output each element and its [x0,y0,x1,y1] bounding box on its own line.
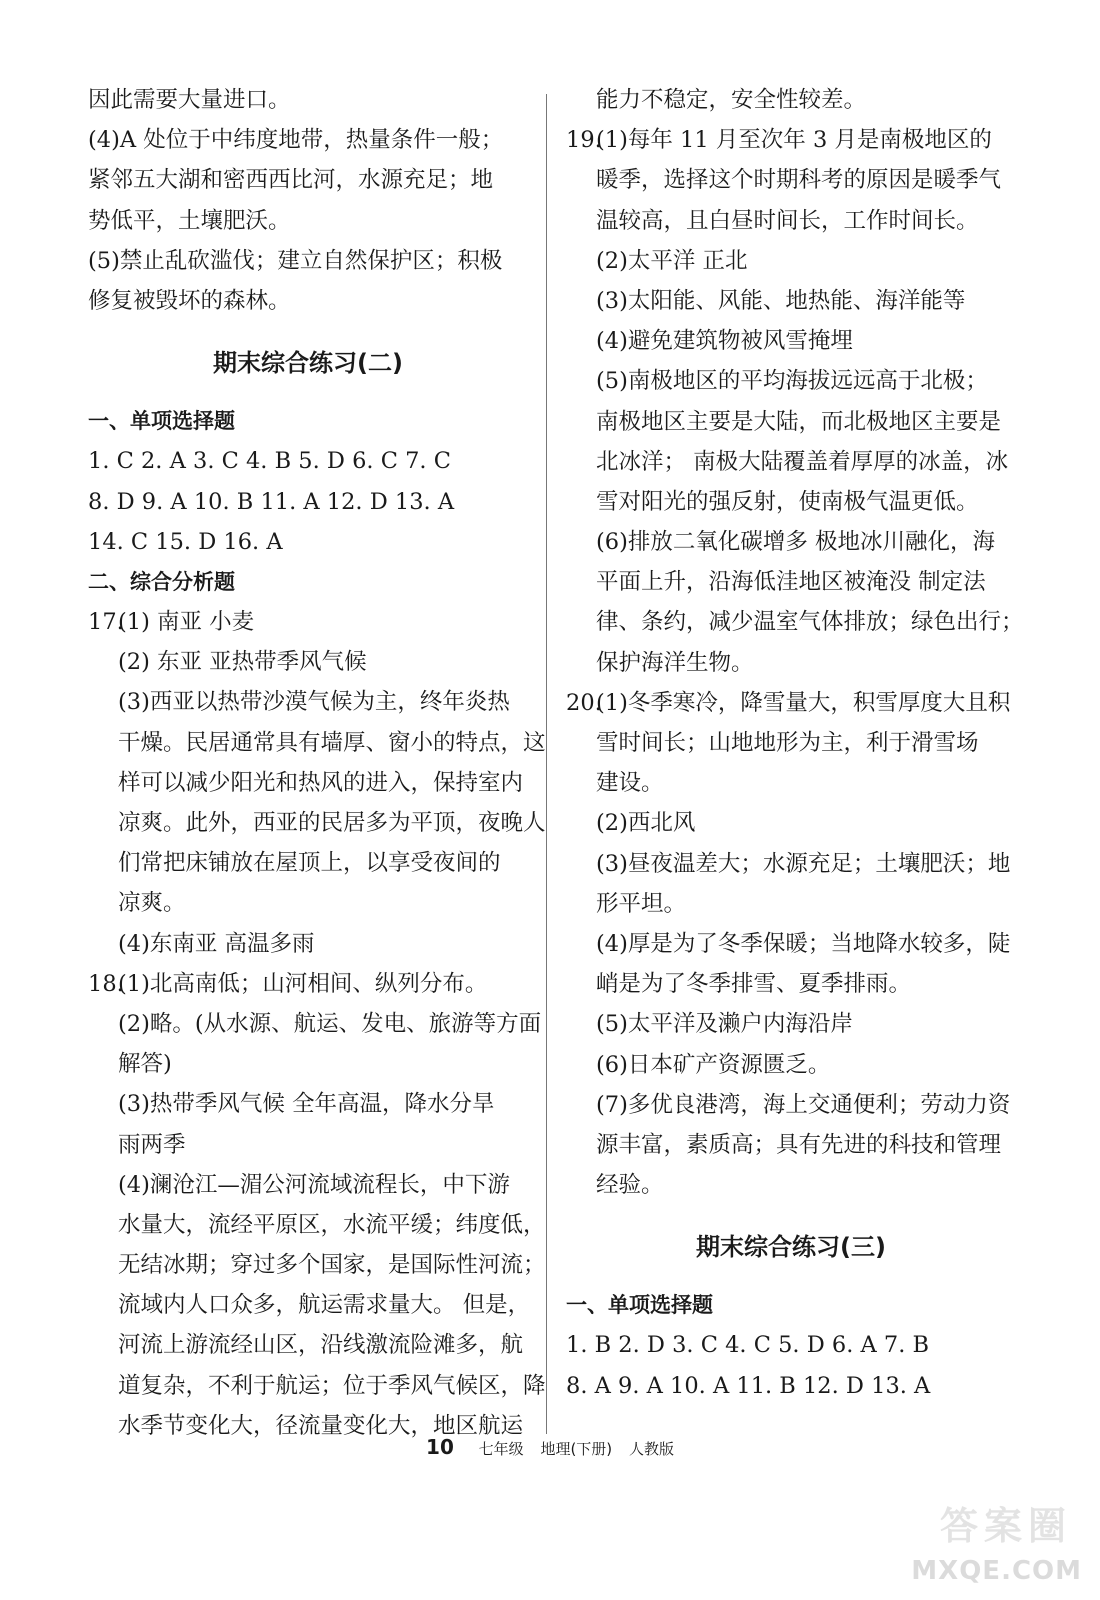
q17-3-line-4: 凉爽。此外，西亚的民居多为平顶，夜晚人 [118,810,546,836]
q20-1-text: (1)冬季寒冷，降雪量大，积雪厚度大且积 [596,689,1011,716]
q19-1-line-1 [566,120,1016,160]
single-choice-header: 一、单项选择题 [88,409,235,434]
q16-5-line-1: (5)禁止乱砍滥伐；建立自然保护区；积极 [88,247,503,274]
q16-4-line-1: (4)A 处位于中纬度地带，热量条件一般； [88,127,504,154]
q18-2-line-2: 解答) [118,1051,172,1078]
q18-4-line-5: 河流上游流经山区，沿线激流险滩多，航 [118,1332,524,1359]
q20-7-line-2: 源丰富，素质高；具有先进的科技和管理 [596,1131,1002,1158]
q18-4-line-7: 水季节变化大，径流量变化大，地区航运 [118,1412,524,1439]
section-title-2: 期末综合练习(二) [213,349,403,378]
left-column [88,80,546,1446]
q20-3-line-1: (3)昼夜温差大；水源充足；土壤肥沃；地 [596,850,1011,877]
q17-3-line-1: (3)西亚以热带沙漠气候为主，终年炎热 [118,689,510,716]
q20-5: (5)太平洋及濑户内海沿岸 [596,1011,853,1038]
q17-3-line-3: 样可以减少阳光和热风的进入，保持室内 [118,769,524,796]
q19-6-line-1: (6)排放二氧化碳增多 极地冰川融化，海 [596,529,996,556]
q19-2: (2)太平洋 正北 [596,247,748,274]
q20-7-line-3: 经验。 [596,1172,664,1199]
q16-continuation: 因此需要大量进口。 [88,87,291,113]
q20-number: 20. [566,689,602,716]
q20-6: (6)日本矿产资源匮乏。 [596,1051,831,1078]
q17-3-line-2: 干燥。民居通常具有墙厚、窗小的特点，这 [118,729,546,756]
q18-number: 18. [88,970,124,997]
analysis-header: 二、综合分析题 [88,569,235,594]
q20-7-line-1: (7)多优良港湾，海上交通便利；劳动力资 [596,1091,1011,1118]
q20-1-line-2: 雪时间长；山地地形为主，利于滑雪场 [596,730,979,756]
q19-number: 19. [566,127,602,154]
page-footer [0,1435,1100,1459]
q18-3-line-1: (3)热带季风气候 全年高温，降水分旱 [118,1091,495,1118]
right-column [566,80,1024,1406]
q18-4-line-3: 无结冰期；穿过多个国家，是国际性河流； [118,1252,546,1279]
q19-1-text: (1)每年 11 月至次年 3 月是南极地区的 [596,127,992,154]
q19-5-line-3: 北冰洋； 南极大陆覆盖着厚厚的冰盖，冰 [596,448,1009,475]
q19-1-line-3: 温较高，且白昼时间长，工作时间长。 [596,207,979,234]
answers-row-2: 8. D 9. A 10. B 11. A 12. D 13. A [88,488,455,515]
q19-6-line-2: 平面上升，沿海低洼地区被淹没 制定法 [596,569,986,596]
q18-4-line-4: 流域内人口众多，航运需求量大。 但是， [118,1292,531,1319]
q18-1-text: (1)北高南低；山河相间、纵列分布。 [118,970,488,997]
footer-edition: 人教版 [628,1440,674,1458]
q20-1-line-3: 建设。 [596,770,664,797]
watermark-url: MXQE.COM [911,1556,1082,1586]
q16-4-line-3: 势低平，土壤肥沃。 [88,207,291,234]
q19-4: (4)避免建筑物被风雪掩埋 [596,328,853,355]
q20-3-line-2: 形平坦。 [596,890,687,917]
answers-3-row-2: 8. A 9. A 10. A 11. B 12. D 13. A [566,1372,931,1399]
answers-row-1: 1. C 2. A 3. C 4. B 5. D 6. C 7. C [88,448,451,475]
column-divider [546,94,547,1434]
page-number: 10 [426,1435,454,1459]
watermark-logo: 答案圈 [939,1504,1072,1548]
footer-subject: 地理(下册) [540,1440,613,1458]
section-title-3: 期末综合练习(三) [696,1233,886,1262]
answers-3-row-1: 1. B 2. D 3. C 4. C 5. D 6. A 7. B [566,1332,930,1359]
single-choice-header-3: 一、单项选择题 [566,1293,713,1318]
q19-5-line-2: 南极地区主要是大陆，而北极地区主要是 [596,408,1002,435]
q18-3-line-2: 雨两季 [118,1131,186,1158]
q19-3: (3)太阳能、风能、地热能、海洋能等 [596,287,966,314]
q18-1 [88,964,528,1004]
q19-6-line-3: 律、条约，减少温室气体排放；绿色出行； [596,609,1024,636]
q19-6-line-4: 保护海洋生物。 [596,649,754,676]
q17-3-line-5: 们常把床铺放在屋顶上，以享受夜间的 [118,850,501,877]
q19-5-line-4: 雪对阳光的强反射，使南极气温更低。 [596,488,979,515]
q20-4-line-1: (4)厚是为了冬季保暖；当地降水较多，陡 [596,930,1011,957]
footer-grade: 七年级 [478,1440,524,1458]
q16-5-line-2: 修复被毁坏的森林。 [88,287,291,314]
q18-4-line-6: 道复杂，不利于航运；位于季风气候区，降 [118,1372,546,1399]
q20-4-line-2: 峭是为了冬季排雪、夏季排雨。 [596,971,912,998]
q17-4: (4)东南亚 高温多雨 [118,930,315,957]
q18-2-line-1: (2)略。(从水源、航运、发电、旅游等方面 [118,1010,542,1037]
q17-2: (2) 东亚 亚热带季风气候 [118,649,367,676]
q17-1 [88,602,528,642]
watermark [912,1492,1082,1592]
q17-1-text: (1) 南亚 小麦 [118,609,255,636]
q20-2: (2)西北风 [596,810,696,837]
q17-number: 17. [88,609,124,636]
q20-1-line-1 [566,683,1016,723]
answers-row-3: 14. C 15. D 16. A [88,528,283,555]
q18-4-line-2: 水量大，流经平原区，水流平缓；纬度低， [118,1211,546,1238]
q16-4-line-2: 紧邻五大湖和密西西比河，水源充足；地 [88,167,494,194]
q18-continuation: 能力不稳定，安全性较差。 [596,87,867,113]
q19-5-line-1: (5)南极地区的平均海拔远远高于北极； [596,368,988,395]
q18-4-line-1: (4)澜沧江—湄公河流域流程长，中下游 [118,1171,510,1198]
q17-3-line-6: 凉爽。 [118,890,186,917]
q19-1-line-2: 暖季，选择这个时期科考的原因是暖季气 [596,167,1002,194]
